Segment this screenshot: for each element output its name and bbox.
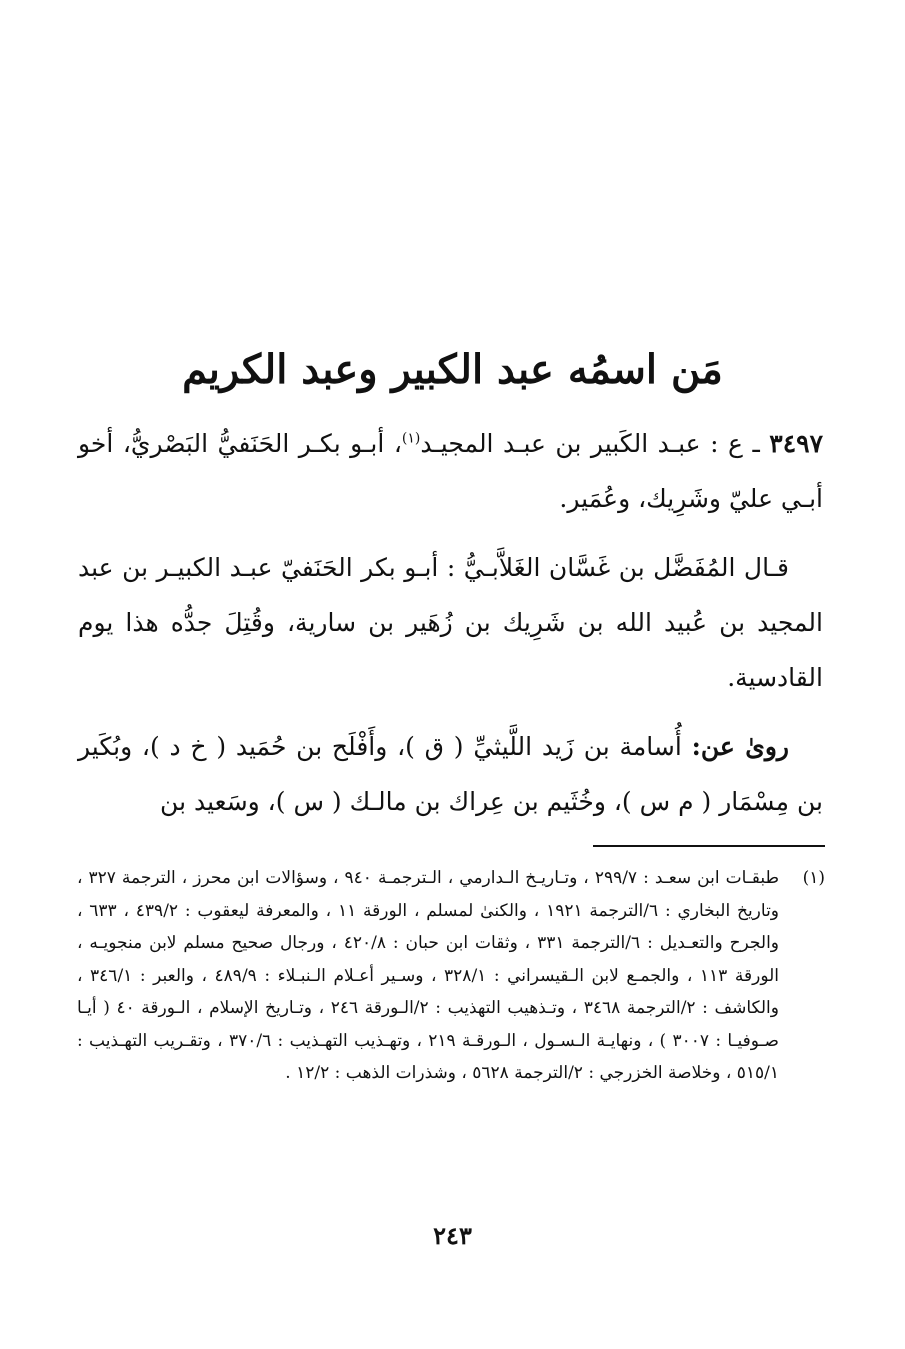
footnote-reference: (١)	[401, 430, 421, 447]
entry-number: ٣٤٩٧	[769, 429, 823, 458]
narrated-from-lead: روىٰ عن:	[691, 732, 790, 761]
page-number: ٢٤٣	[433, 1221, 472, 1250]
entry-description: ، أبـو بكـر الحَنَفيُّ البَصْريُّ، أخو أبـي عليّ وشَرِيك، وعُمَير.	[78, 429, 823, 513]
footnote-item	[77, 862, 825, 1090]
lineage-paragraph: قـال المُفَضَّل بن غَسَّان الغَلاَّبـيُّ : أبـو بكر الحَنَفيّ عبـد الكبيـر بن عبد المجيد بن عُبيد الله بن شَرِيك بن زُهَير بن سارية، وقُتِلَ جدُّه هذا يوم القادسية.	[78, 553, 823, 692]
narrated-from-paragraph	[78, 719, 823, 829]
entry-paragraph	[78, 416, 823, 526]
footnote-text: طبقـات ابن سعـد : ٢٩٩/٧ ، وتـاريـخ الـدارمي ، الـترجمـة ٩٤٠ ، وسؤالات ابن محرز ، الترجمة ٣٢٧ ، وتاريخ البخاري : ٦/الترجمة ١٩٢١ ، والكنىٰ لمسلم ، الورقة ١١ ، والمعرفة ليعقوب : ٤٣٩/٢ ، ٦٣٣ ، والجرح والتعـديل : ٦/الترجمة ٣٣١ ، وثقات ابن حبان : ٤٢٠/٨ ، ورجال صحيح مسلم لابن منجويـه ، الورقة ١١٣ ، والجمـع لابن الـقيسراني : ٣٢٨/١ ، وسـير أعـلام الـنبـلاء : ٤٨٩/٩ ، والعبر : ٣٤٦/١ ، والكاشف : ٢/الترجمة ٣٤٦٨ ، وتـذهيب التهذيب : ٢/الـورقة ٢٤٦ ، وتـاريخ الإسلام ، الـورقة ٤٠ ( أيـا صـوفيـا : ٣٠٠٧ ) ، ونهايـة الـسـول ، الـورقـة ٢١٩ ، وتهـذيب التهـذيب : ٣٧٠/٦ ، وتقـريب التهـذيب : ٥١٥/١ ، وخلاصة الخزرجي : ٢/الترجمة ٥٦٢٨ ، وشذرات الذهب : ١٢/٢ .	[77, 868, 780, 1083]
narrated-from-text: أُسامة بن زَيد اللَّيثيِّ ( ق )، وأَفْلَح بن حُمَيد ( خ د )، وبُكَير بن مِسْمَار ( م س )، وخُثَيم بن عِراك بن مالـك ( س )، وسَعيد بن	[78, 732, 823, 816]
footnote-marker: (١)	[802, 868, 825, 888]
entry-name: ـ ع : عبـد الكَبير بن عبـد المجيـد	[420, 429, 760, 458]
main-text	[78, 416, 823, 843]
footnote-separator	[593, 845, 825, 847]
chapter-title: مَن اسمُه عبد الكبير وعبد الكريم	[182, 346, 723, 393]
footnotes	[77, 862, 825, 1090]
